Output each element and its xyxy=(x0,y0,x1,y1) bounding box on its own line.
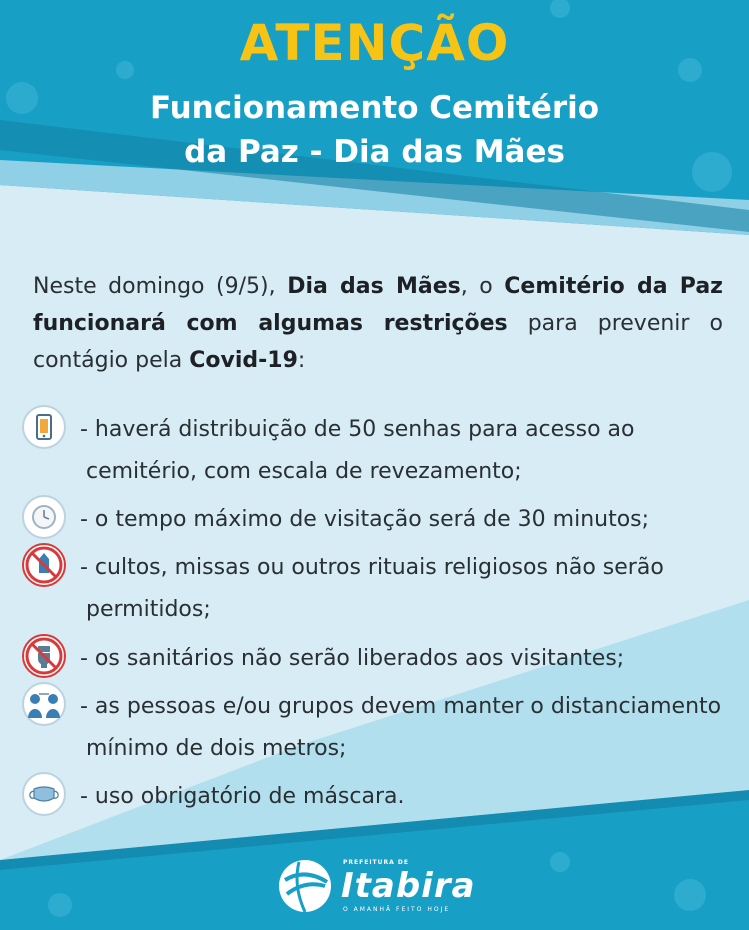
logo-prefix: PREFEITURA DE xyxy=(343,859,409,866)
intro-text-2: , o xyxy=(460,274,505,299)
rule-text xyxy=(80,686,749,770)
rule-text xyxy=(80,499,749,541)
no-restroom-icon xyxy=(22,634,66,678)
intro-text-1: Neste domingo (9/5), xyxy=(33,274,288,299)
rule-text xyxy=(80,776,749,818)
face-mask-icon xyxy=(22,772,66,816)
social-distance-icon xyxy=(22,682,66,726)
rule-line-1: - as pessoas e/ou grupos devem manter o distanciamento xyxy=(80,694,722,719)
rule-text xyxy=(80,638,749,680)
intro-bold-cemetery: Cemitério da Paz funcionará com algumas restrições xyxy=(33,274,723,336)
rule-line-2: mínimo de dois metros; xyxy=(86,736,347,761)
itabira-logo xyxy=(277,856,477,916)
rule-line-1: - os sanitários não serão liberados aos visitantes; xyxy=(80,646,625,671)
rule-line-2: permitidos; xyxy=(86,597,211,622)
globe-icon xyxy=(277,856,337,916)
intro-bold-mothers-day: Dia das Mães xyxy=(287,274,461,299)
rule-line-1: - uso obrigatório de máscara. xyxy=(80,784,405,809)
rule-line-1: - haverá distribuição de 50 senhas para acesso ao xyxy=(80,417,635,442)
intro-text-3: para prevenir o contágio pela xyxy=(33,311,723,373)
rule-text xyxy=(80,547,749,631)
phone-ticket-icon xyxy=(22,405,66,449)
rule-line-1: - cultos, missas ou outros rituais religiosos não serão xyxy=(80,555,664,580)
subtitle-line-1: Funcionamento Cemitério xyxy=(149,90,600,126)
subtitle xyxy=(0,86,749,174)
intro-paragraph xyxy=(33,268,723,379)
logo-name: Itabira xyxy=(341,866,476,906)
rule-line-1: - o tempo máximo de visitação será de 30 minutos; xyxy=(80,507,650,532)
headline: ATENÇÃO xyxy=(239,14,510,72)
subtitle-line-2: da Paz - Dia das Mães xyxy=(184,134,565,170)
intro-bold-covid: Covid-19 xyxy=(189,348,298,373)
rule-text xyxy=(80,409,749,493)
rule-line-2: cemitério, com escala de revezamento; xyxy=(86,459,522,484)
no-religious-ritual-icon xyxy=(22,543,66,587)
intro-text-4: : xyxy=(297,348,306,373)
clock-icon xyxy=(22,495,66,539)
logo-tagline: O AMANHÃ FEITO HOJE xyxy=(343,906,451,913)
